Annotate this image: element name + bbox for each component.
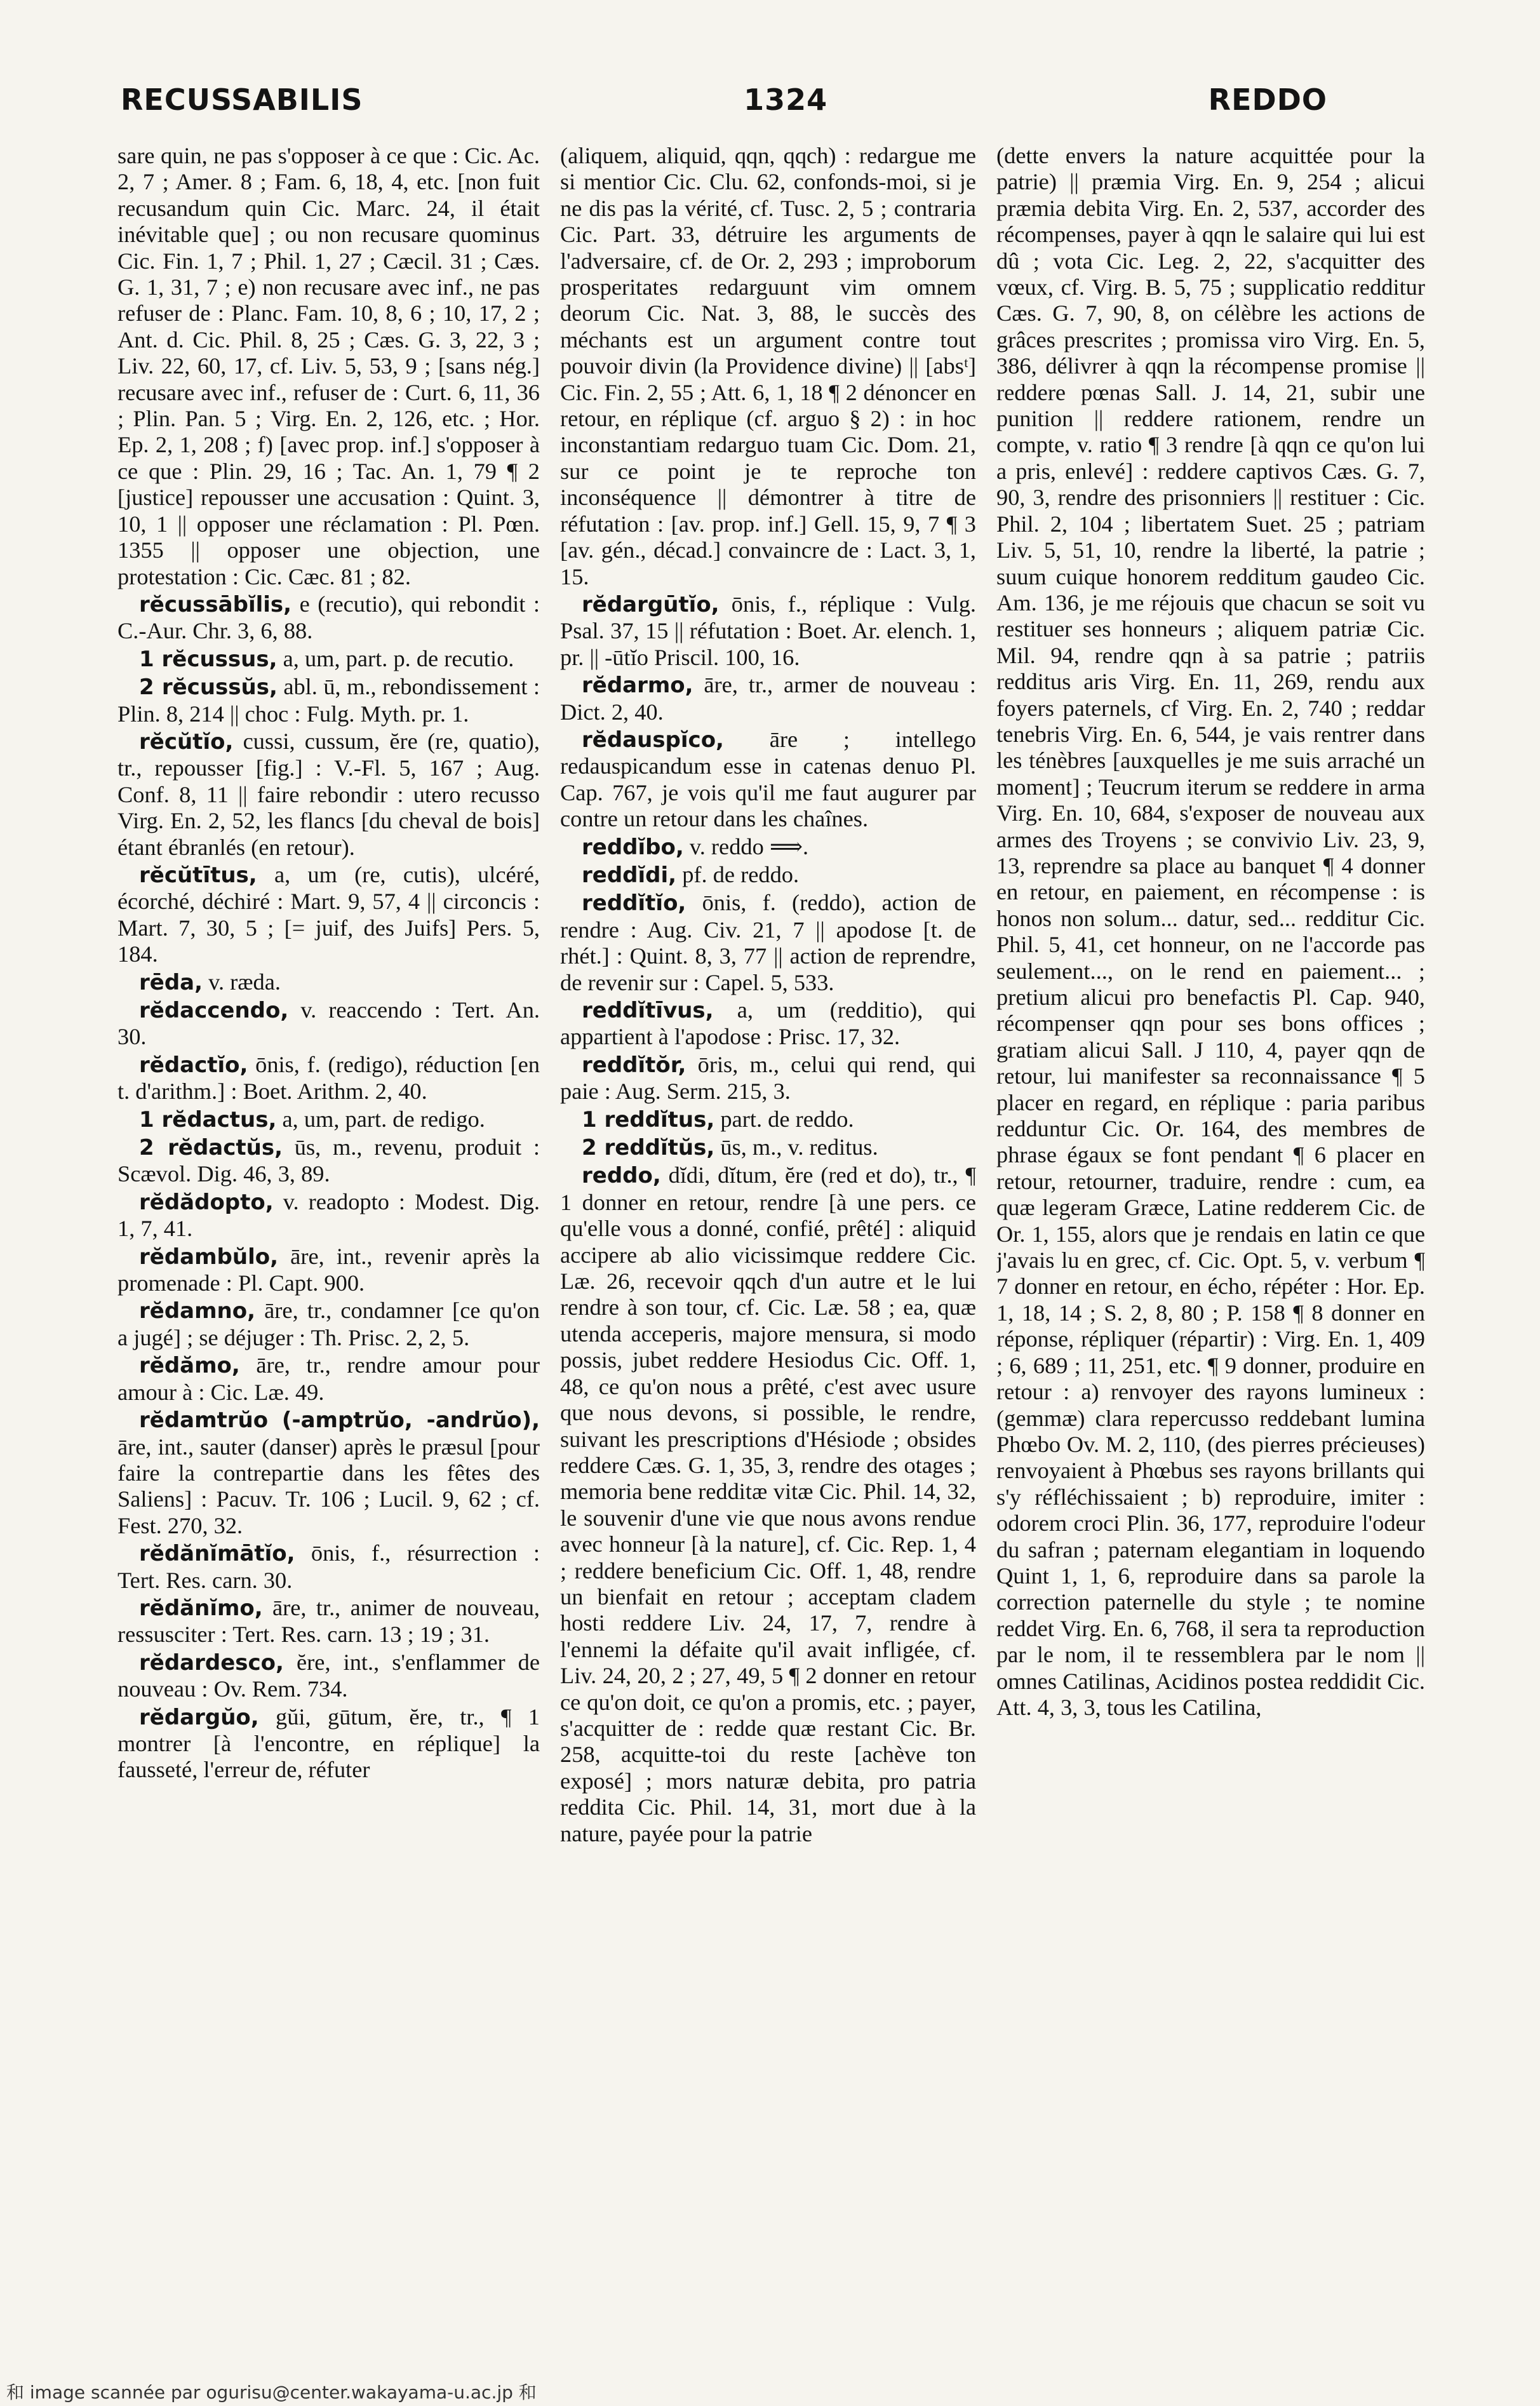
- dictionary-entry: [117, 1704, 540, 1784]
- scan-credit: 和 image scannée par ogurisu@center.wakayama-u.ac.jp 和: [6, 2382, 537, 2403]
- entry-text: abl. ū, m., rebondissement : Plin. 8, 214 || choc : Fulg. Myth. pr. 1.: [117, 674, 540, 727]
- entry-text: ōris, m., celui qui rend, qui paie : Aug. Serm. 215, 3.: [560, 1051, 976, 1105]
- column-right: [996, 143, 1425, 2337]
- entry-text: ōnis, f., résurrection : Tert. Res. carn. 30.: [117, 1540, 540, 1593]
- entry-text: āre ; intellego redauspicandum esse in catenas denuo Pl. Cap. 767, je vois qu'il me faut augurer par contre un retour dans les chaînes.: [560, 726, 976, 832]
- dictionary-entry: [560, 890, 976, 996]
- headword: rĕdargŭo,: [139, 1704, 259, 1730]
- headword: reddĭbo,: [582, 834, 684, 860]
- headword: reddo,: [582, 1163, 661, 1189]
- dictionary-entry: [117, 674, 540, 727]
- entry-text: v. reaccendo : Tert. An. 30.: [117, 997, 540, 1050]
- entry-text: āre, tr., armer de nouveau : Dict. 2, 40.: [560, 672, 976, 725]
- headword: rĕdănĭmo,: [139, 1595, 263, 1621]
- headword: rĕdamtrŭo (-amptrŭo, -andrŭo),: [139, 1408, 540, 1434]
- headword: 1 rĕdactus,: [139, 1106, 277, 1132]
- entry-text: cussi, cussum, ĕre (re, quatio), tr., repousser [fig.] : V.-Fl. 5, 167 ; Aug. Conf. 8, 11 || faire rebondir : utero recusso Virg. En. 2, 52, les flancs [du cheval de bois] étant ébranlés (en retour).: [117, 728, 540, 860]
- entry-text: dĭdi, dĭtum, ĕre (red et do), tr., ¶ 1 donner en retour, rendre [à une pers. ce qu'elle vous a donné, confié, prêté] : aliquid accipere ab alio vicissimque reddere Cic. Læ. 26, recevoir qqch d'un autre et le lui rendre à son tour, cf. Cic. Læ. 58 ; ea, quæ utenda acceperis, majore mensura, si modo possis, jubet reddere Hesiodus Cic. Off. 1, 48, ce qu'on nous a prêté, c'est avec usure que nous devons, si possible, le rendre, suivant les prescriptions d'Hésiode ; obsides reddere Cæs. G. 1, 35, 3, rendre des otages ; memoria bene redditæ vitæ Cic. Phil. 14, 32, le souvenir d'une vie que nous avons rendue avec honneur [à la nature], cf. Cic. Rep. 1, 4 ; reddere beneficium Cic. Off. 1, 48, rendre un bienfait en retour ; acceptam cladem hosti reddere Liv. 24, 17, 7, rendre à l'ennemi la défaite qu'il avait infligée, cf. Liv. 24, 20, 2 ; 27, 49, 5 ¶ 2 donner en retour ce qu'on doit, ce qu'on a promis, etc. ; payer, s'acquitter de : redde quæ restant Cic. Br. 258, acquitte-toi du reste [achève ton exposé] ; mors naturæ debita, pro patria reddita Cic. Phil. 14, 31, mort due à la nature, payée pour la patrie: [560, 1162, 976, 1846]
- headword: rĕdamno,: [139, 1298, 256, 1324]
- dictionary-entry: [560, 997, 976, 1051]
- entry-text: āre, tr., animer de nouveau, ressusciter : Tert. Res. carn. 13 ; 19 ; 31.: [117, 1594, 540, 1648]
- headword: rĕdauspĭco,: [582, 727, 724, 753]
- headword: rĕdădopto,: [139, 1189, 274, 1215]
- dictionary-entry: [560, 1052, 976, 1105]
- dictionary-entry: [117, 1134, 540, 1188]
- entry-text: ĕre, int., s'enflammer de nouveau : Ov. Rem. 734.: [117, 1649, 540, 1702]
- entry-text: a, um, part. p. de recutio.: [283, 645, 514, 671]
- headword: 2 rĕcussŭs,: [139, 675, 278, 701]
- dictionary-entry: [560, 1134, 976, 1161]
- dictionary-entry: [560, 672, 976, 725]
- headword: rĕdaccendo,: [139, 998, 289, 1023]
- dictionary-entry: [117, 1244, 540, 1297]
- entry-continuation: [996, 143, 1425, 1721]
- entry-text: āre, int., revenir après la promenade : Pl. Capt. 900.: [117, 1243, 540, 1296]
- entry-text: ōnis, f. (reddo), action de rendre : Aug. Civ. 21, 7 || apodose [t. de rhét.] : Quint. 8, 3, 77 || action de reprendre, de revenir sur : Capel. 5, 533.: [560, 890, 976, 995]
- dictionary-entry: [117, 862, 540, 968]
- dictionary-entry: [560, 727, 976, 833]
- headword: rĕdarmo,: [582, 673, 693, 699]
- entry-text: ūs, m., v. reditus.: [720, 1134, 878, 1160]
- headword: rĕdănĭmātĭo,: [139, 1541, 295, 1567]
- page-number: 1324: [744, 83, 828, 117]
- entry-text: pf. de reddo.: [682, 861, 800, 887]
- dictionary-entry: [117, 1106, 540, 1133]
- headword: rēda,: [139, 969, 203, 995]
- dictionary-entry: [117, 1650, 540, 1703]
- headword: reddĭdi,: [582, 862, 677, 888]
- headword: rĕcŭtītus,: [139, 862, 257, 888]
- headword: rĕcŭtĭo,: [139, 729, 234, 755]
- entry-text: āre, tr., rendre amour pour amour à : Cic. Læ. 49.: [117, 1352, 540, 1405]
- dictionary-entry: [117, 1595, 540, 1648]
- headword: reddĭtĭo,: [582, 890, 686, 917]
- dictionary-entry: [117, 1540, 540, 1594]
- header-left-headword: RECUSSABILIS: [121, 83, 363, 117]
- dictionary-entry: [560, 862, 976, 889]
- headword: reddĭtīvus,: [582, 998, 714, 1023]
- entry-text: v. reddo ⟹.: [689, 833, 809, 859]
- headword: rĕdambŭlo,: [139, 1244, 279, 1270]
- dictionary-entry: [560, 834, 976, 861]
- headword: 1 rĕcussus,: [139, 646, 278, 672]
- dictionary-entry: [560, 1162, 976, 1847]
- entry-continuation: [117, 143, 540, 590]
- dictionary-entry: [117, 1298, 540, 1351]
- dictionary-entry: [117, 646, 540, 673]
- entry-text: ōnis, f. (redigo), réduction [en t. d'arithm.] : Boet. Arithm. 2, 40.: [117, 1051, 540, 1105]
- entry-text: ūs, m., revenu, produit : Scævol. Dig. 46, 3, 89.: [117, 1134, 540, 1187]
- entry-text: āre, int., sauter (danser) après le præsul [pour faire la contrepartie dans les fêtes des Saliens] : Pacuv. Tr. 106 ; Lucil. 9, 62 ; cf. Fest. 270, 32.: [117, 1434, 540, 1538]
- dictionary-entry: [117, 591, 540, 645]
- dictionary-entry: [117, 1052, 540, 1105]
- entry-text: ōnis, f., réplique : Vulg. Psal. 37, 15 || réfutation : Boet. Ar. elench. 1, pr. || -ūtĭo Priscil. 100, 16.: [560, 591, 976, 670]
- dictionary-entry: [117, 997, 540, 1051]
- headword: 2 reddĭtŭs,: [582, 1135, 715, 1161]
- entry-text: a, um (re, cutis), ulcéré, écorché, déchiré : Mart. 9, 57, 4 || circoncis : Mart. 7, 30, 5 ; [= juif, des Juifs] Pers. 5, 184.: [117, 861, 540, 967]
- column-left: [117, 143, 540, 2337]
- dictionary-entry: [117, 729, 540, 861]
- headword: rĕdactĭo,: [139, 1052, 248, 1078]
- dictionary-entry: [117, 1407, 540, 1539]
- entry-text: (aliquem, aliquid, qqn, qqch) : redargue me si mentior Cic. Clu. 62, confonds-moi, si je ne dis pas la vérité, cf. Tusc. 2, 5 ; contraria Cic. Part. 33, détruire les arguments de l'adversaire, cf. de Or. 2, 293 ; improborum prosperitates redarguunt vim omnem deorum Cic. Nat. 3, 88, le succès des méchants est un argument contre tout pouvoir divin (la Providence divine) || [absᵗ] Cic. Fin. 2, 55 ; Att. 6, 1, 18 ¶ 2 dénoncer en retour, en réplique (cf. arguo § 2) : in hoc inconstantiam redarguo tuam Cic. Dom. 21, sur ce point je te reproche ton inconséquence || démontrer à titre de réfutation : [av. prop. inf.] Gell. 15, 9, 7 ¶ 3 [av. gén., décad.] convaincre de : Lact. 3, 1, 15.: [560, 143, 976, 589]
- dictionary-entry: [117, 1189, 540, 1242]
- text-columns: [117, 143, 1426, 2337]
- dictionary-entry: [117, 1352, 540, 1406]
- headword: rĕcussābĭlis,: [139, 591, 292, 617]
- headword: rĕdardesco,: [139, 1650, 284, 1676]
- header-right-headword: REDDO: [1208, 83, 1327, 117]
- entry-text: gŭi, gūtum, ĕre, tr., ¶ 1 montrer [à l'encontre, en réplique] la fausseté, l'erreur de, réfuter: [117, 1704, 540, 1783]
- entry-text: a, um, part. de redigo.: [282, 1106, 485, 1132]
- entry-text: part. de reddo.: [720, 1106, 854, 1132]
- headword: 2 rĕdactŭs,: [139, 1135, 283, 1161]
- running-header: [121, 83, 1327, 127]
- entry-text: (dette envers la nature acquittée pour la patrie) || præmia Virg. En. 9, 254 ; alicui præmia debita Virg. En. 2, 537, accorder des récompenses, payer à qqn le salaire qui lui est dû ; vota Cic. Leg. 2, 22, s'acquitter des vœux, cf. Virg. B. 5, 75 ; supplicatio redditur Cæs. G. 7, 90, 8, on célèbre les actions de grâces prescrites ; promissa viro Virg. En. 5, 386, délivrer à qqn la récompense promise || reddere pœnas Sall. J. 14, 21, subir une punition || reddere rationem, rendre un compte, v. ratio ¶ 3 rendre [à qqn ce qu'on lui a pris, enlevé] : reddere captivos Cæs. G. 7, 90, 3, rendre des prisonniers || restituer : Cic. Phil. 2, 104 ; libertatem Suet. 25 ; patriam Liv. 5, 51, 10, rendre la liberté, la patrie ; suum cuique honorem redditum gaudeo Cic. Am. 136, je me réjouis que chacun se soit vu restituer ses honneurs ; aliquem patriæ Cic. Mil. 94, rendre qqn à sa patrie ; patriis redditus aris Virg. En. 11, 269, rendu aux foyers paternels, cf Virg. En. 2, 740 ; reddar tenebris Virg. En. 6, 544, je vais rentrer dans les ténèbres [auxquelles je me suis arraché un moment] ; Teucrum iterum se reddere in arma Virg. En. 10, 684, s'exposer de nouveau aux armes des Troyens ; se convivio Liv. 23, 9, 13, reprendre sa place au banquet ¶ 4 donner en retour, en paiement, en récompense : is honos non solum... datur, sed... redditur Cic. Phil. 5, 41, cet honneur, on ne l'accorde pas seulement..., on le rend en paiement... ; pretium alicui pro benefactis Pl. Cap. 940, récompenser qqn pour ses bons offices ; gratiam alicui Sall. J 110, 4, payer qqn de retour, lui manifester sa reconnaissance ¶ 5 placer en regard, en réplique : paria paribus redduntur Cic. Or. 164, des membres de phrase égaux se font pendant ¶ 6 placer en retour, retourner, traduire, rendre : cum, ea quæ legeram Græce, Latine redderem Cic. de Or. 1, 155, alors que je rendais en latin ce que j'avais lu en grec, cf. Cic. Opt. 5, v. verbum ¶ 7 donner en retour, en écho, répéter : Hor. Ep. 1, 18, 14 ; S. 2, 8, 80 ; P. 158 ¶ 8 donner en réponse, répliquer (répartir) : Virg. En. 1, 409 ; 6, 689 ; 11, 251, etc. ¶ 9 donner, produire en retour : a) renvoyer des rayons lumineux : (gemmæ) clara repercusso reddebant lumina Phœbo Ov. M. 2, 110, (des pierres précieuses) renvoyaient à Phœbus ses rayons brillants qui s'y réfléchissaient ; b) reproduire, imiter : odorem croci Plin. 36, 177, reproduire l'odeur du safran ; paternam elegantiam in loquendo Quint 1, 1, 6, reproduire dans sa parole la correction paternelle du style ; te nomine reddet Virg. En. 6, 768, il sera ta reproduction par le nom, il te ressemblera par le nom || omnes Catilinas, Acidinos postea reddidit Cic. Att. 4, 3, 3, tous les Catilina,: [996, 143, 1425, 1720]
- headword: rĕdargūtĭo,: [582, 591, 720, 617]
- entry-text: v. readopto : Modest. Dig. 1, 7, 41.: [117, 1188, 540, 1242]
- headword: rĕdămo,: [139, 1353, 240, 1379]
- dictionary-entry: [560, 1106, 976, 1133]
- dictionary-entry: [117, 969, 540, 996]
- headword: 1 reddĭtus,: [582, 1106, 715, 1132]
- headword: reddĭtŏr,: [582, 1052, 686, 1078]
- entry-text: a, um (redditio), qui appartient à l'apodose : Prisc. 17, 32.: [560, 997, 976, 1050]
- entry-text: sare quin, ne pas s'opposer à ce que : Cic. Ac. 2, 7 ; Amer. 8 ; Fam. 6, 18, 4, etc. [non fuit recusandum quin Cic. Marc. 24, il était inévitable que] ; ou non recusare quominus Cic. Fin. 1, 7 ; Phil. 1, 27 ; Cæcil. 31 ; Cæs. G. 1, 31, 7 ; e) non recusare avec inf., ne pas refuser de : Planc. Fam. 10, 8, 6 ; 10, 17, 2 ; Ant. d. Cic. Phil. 8, 25 ; Cæs. G. 3, 22, 3 ; Liv. 22, 60, 17, cf. Liv. 5, 53, 9 ; [sans nég.] recusare avec inf., refuser de : Curt. 6, 11, 36 ; Plin. Pan. 5 ; Virg. En. 2, 126, etc. ; Hor. Ep. 2, 1, 208 ; f) [avec prop. inf.] s'opposer à ce que : Plin. 29, 16 ; Tac. An. 1, 79 ¶ 2 [justice] repousser une accusation : Quint. 3, 10, 1 || opposer une réclamation : Pl. Pœn. 1355 || opposer une objection, une protestation : Cic. Cæc. 81 ; 82.: [117, 143, 540, 589]
- column-middle: [560, 143, 976, 2337]
- entry-text: v. ræda.: [208, 969, 281, 995]
- dictionary-entry: [560, 591, 976, 671]
- entry-text: e (recutio), qui rebondit : C.-Aur. Chr. 3, 6, 88.: [117, 591, 540, 644]
- entry-text: āre, tr., condamner [ce qu'on a jugé] ; se déjuger : Th. Prisc. 2, 2, 5.: [117, 1298, 540, 1350]
- entry-continuation: [560, 143, 976, 590]
